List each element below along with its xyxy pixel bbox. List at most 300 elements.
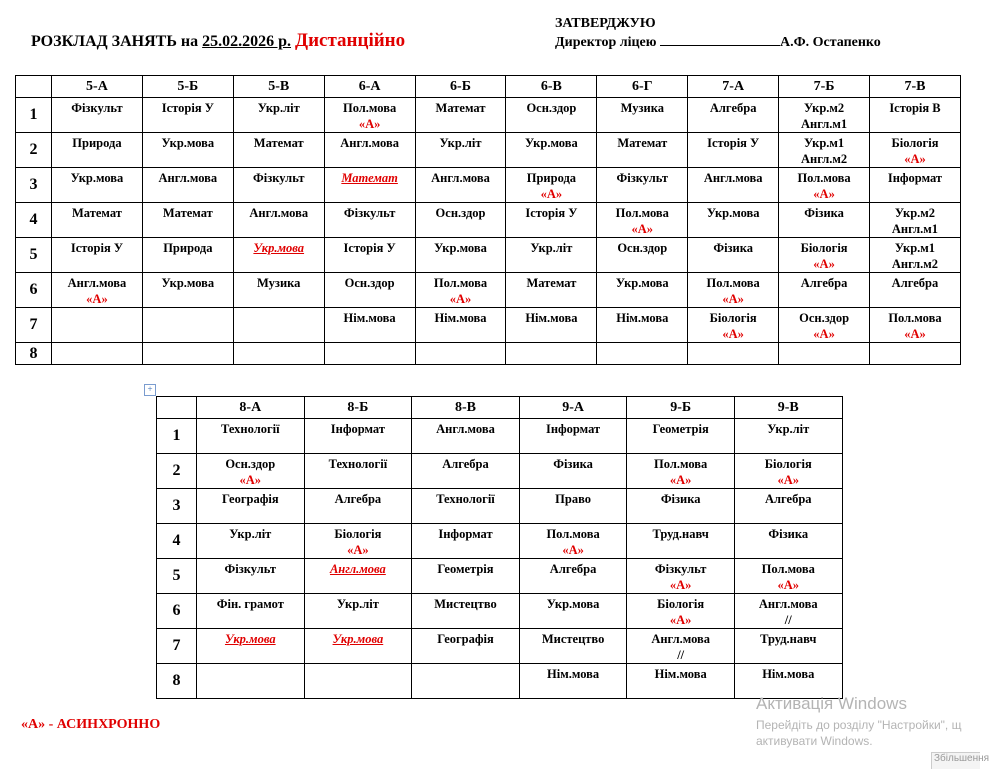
lesson-cell xyxy=(233,308,324,343)
lesson-cell xyxy=(197,454,305,489)
lesson-cell xyxy=(779,308,870,343)
lesson-cell xyxy=(304,664,412,699)
lesson-cell xyxy=(870,273,961,308)
windows-activation-watermark xyxy=(756,693,961,751)
lesson-cell xyxy=(627,594,735,629)
lesson-cell xyxy=(688,168,779,203)
lesson-cell xyxy=(734,454,842,489)
lesson-number: 4 xyxy=(157,524,197,559)
subject-name: Право xyxy=(555,492,591,506)
subject-name xyxy=(416,343,506,345)
lesson-cell xyxy=(142,168,233,203)
subject-name: Інформат xyxy=(438,527,493,541)
subject-name: Історія В xyxy=(889,101,941,115)
lesson-cell xyxy=(627,664,735,699)
lesson-cell xyxy=(324,273,415,308)
subject-name: Укр.мова xyxy=(546,597,600,611)
subject-name: Укр.м2 xyxy=(803,101,845,115)
subject-name: Англ.мова xyxy=(67,276,127,290)
subject-name: Фізкульт xyxy=(224,562,277,576)
subject-name: Природа xyxy=(72,136,122,150)
lesson-row xyxy=(16,98,961,133)
subject-name: Укр.мова xyxy=(434,241,487,255)
subject-name: Музика xyxy=(257,276,301,290)
subject-name: Історія У xyxy=(161,101,214,115)
subject-name: Укр.м1 xyxy=(803,136,845,150)
lesson-cell xyxy=(688,238,779,273)
subject-name: Англ.мова xyxy=(651,632,711,646)
lesson-cell xyxy=(304,629,412,664)
class-header: 6-Г xyxy=(597,76,688,98)
lesson-cell xyxy=(597,273,688,308)
lesson-cell xyxy=(197,419,305,454)
subject-name xyxy=(143,308,233,310)
lesson-cell xyxy=(142,308,233,343)
subject-name: Укр.мова xyxy=(253,241,305,255)
async-mark: «А» xyxy=(239,473,262,487)
corner-cell xyxy=(16,76,52,98)
async-mark: «А» xyxy=(631,222,654,236)
lesson-row xyxy=(157,594,843,629)
class-header: 7-Б xyxy=(779,76,870,98)
subject-name: Фізика xyxy=(768,527,809,541)
subject-name: Технології xyxy=(221,422,280,436)
lesson-cell xyxy=(779,168,870,203)
subject-name: Пол.мова xyxy=(761,562,815,576)
class-header: 5-В xyxy=(233,76,324,98)
subject-name: Географія xyxy=(222,492,279,506)
subject-name: Геометрія xyxy=(652,422,709,436)
subject-name: Біологія xyxy=(334,527,382,541)
lesson-cell xyxy=(142,133,233,168)
subject-name: Англ.мова xyxy=(158,171,218,185)
subject-name: Нім.мова xyxy=(547,667,600,681)
async-mark: «А» xyxy=(669,613,692,627)
class-header: 5-Б xyxy=(142,76,233,98)
subject-name: Природа xyxy=(526,171,577,185)
subject-name xyxy=(234,308,324,310)
subject-name: Англ.мова xyxy=(703,171,763,185)
async-mark: «А» xyxy=(777,578,800,592)
subject-name xyxy=(870,343,960,345)
subject-name: Фізкульт xyxy=(343,206,396,220)
class-header: 9-Б xyxy=(627,397,735,419)
lesson-row xyxy=(157,524,843,559)
subject-name: Фізика xyxy=(804,206,844,220)
subject-subline: // xyxy=(784,613,792,627)
lesson-cell xyxy=(233,343,324,365)
lesson-cell xyxy=(304,419,412,454)
subject-name: Укр.мова xyxy=(70,171,124,185)
legend-async: «А» - АСИНХРОННО xyxy=(21,717,161,732)
lesson-cell xyxy=(304,524,412,559)
lesson-cell xyxy=(870,133,961,168)
lesson-cell xyxy=(734,629,842,664)
lesson-cell xyxy=(627,629,735,664)
subject-name: Осн.здор xyxy=(344,276,395,290)
director-name: А.Ф. Остапенко xyxy=(779,35,881,50)
lesson-cell xyxy=(870,238,961,273)
lesson-row xyxy=(157,454,843,489)
lesson-cell xyxy=(597,133,688,168)
lesson-cell xyxy=(688,98,779,133)
lesson-cell xyxy=(233,238,324,273)
subject-subline: Англ.м2 xyxy=(800,152,848,166)
lesson-row xyxy=(157,664,843,699)
subject-name: Інформат xyxy=(330,422,385,436)
subject-name: Алгебра xyxy=(891,276,939,290)
lesson-cell xyxy=(734,419,842,454)
lesson-number: 4 xyxy=(16,203,52,238)
subject-name: Пол.мова xyxy=(546,527,600,541)
class-header-row xyxy=(157,397,843,419)
schedule-table-grades-8-9 xyxy=(156,396,843,699)
zoom-button[interactable]: Збільшення xyxy=(931,752,980,769)
subject-name: Інформат xyxy=(545,422,601,436)
subject-name: Нім.мова xyxy=(434,311,487,325)
subject-name: Фізкульт xyxy=(654,562,707,576)
subject-name: Алгебра xyxy=(800,276,848,290)
subject-name: Осн.здор xyxy=(617,241,668,255)
subject-name: Укр.мова xyxy=(161,136,215,150)
lesson-cell xyxy=(688,308,779,343)
subject-name: Історія У xyxy=(70,241,123,255)
lesson-cell xyxy=(415,308,506,343)
lesson-cell xyxy=(412,664,520,699)
lesson-cell xyxy=(519,629,627,664)
subject-name: Осн.здор xyxy=(526,101,577,115)
lesson-cell xyxy=(597,308,688,343)
lesson-number: 6 xyxy=(157,594,197,629)
lesson-cell xyxy=(627,559,735,594)
watermark-title: Активація Windows xyxy=(756,694,907,713)
async-mark: «А» xyxy=(669,578,692,592)
lesson-cell xyxy=(52,238,143,273)
subject-name: Математ xyxy=(71,206,122,220)
subject-name: Природа xyxy=(163,241,213,255)
lesson-cell xyxy=(519,664,627,699)
lesson-row xyxy=(16,308,961,343)
subject-name: Математ xyxy=(253,136,304,150)
lesson-cell xyxy=(779,133,870,168)
lesson-cell xyxy=(142,238,233,273)
subject-name: Історія У xyxy=(343,241,396,255)
subject-subline: Англ.м1 xyxy=(891,222,939,236)
subject-name: Нім.мова xyxy=(525,311,578,325)
lesson-row xyxy=(16,133,961,168)
lesson-cell xyxy=(197,594,305,629)
lesson-cell xyxy=(870,168,961,203)
move-anchor-icon[interactable]: + xyxy=(144,384,156,396)
subject-name xyxy=(197,664,304,666)
subject-name: Алгебра xyxy=(334,492,382,506)
lesson-cell xyxy=(412,559,520,594)
async-mark: «А» xyxy=(813,327,835,341)
lesson-cell xyxy=(412,594,520,629)
lesson-row xyxy=(16,238,961,273)
lesson-cell xyxy=(688,343,779,365)
lesson-cell xyxy=(324,168,415,203)
subject-name xyxy=(234,343,324,345)
lesson-cell xyxy=(688,273,779,308)
subject-name: Фізика xyxy=(660,492,701,506)
lesson-number: 5 xyxy=(16,238,52,273)
lesson-cell xyxy=(412,629,520,664)
schedule-title xyxy=(31,30,405,52)
lesson-cell xyxy=(627,419,735,454)
async-mark: «А» xyxy=(358,117,381,131)
lesson-cell xyxy=(779,343,870,365)
lesson-cell xyxy=(627,489,735,524)
lesson-number: 1 xyxy=(157,419,197,454)
lesson-cell xyxy=(870,343,961,365)
lesson-cell xyxy=(52,168,143,203)
lesson-cell xyxy=(197,489,305,524)
lesson-cell xyxy=(688,133,779,168)
subject-name: Математ xyxy=(435,101,486,115)
lesson-cell xyxy=(506,203,597,238)
director-label: Директор ліцею xyxy=(555,35,657,50)
lesson-cell xyxy=(412,524,520,559)
class-header: 5-А xyxy=(52,76,143,98)
lesson-cell xyxy=(324,238,415,273)
subject-name: Укр.мова xyxy=(161,276,215,290)
subject-name: Укр.м1 xyxy=(894,241,936,255)
async-mark: «А» xyxy=(722,292,744,306)
subject-name xyxy=(779,343,869,345)
lesson-number: 5 xyxy=(157,559,197,594)
lesson-cell xyxy=(519,559,627,594)
subject-name xyxy=(143,343,233,345)
lesson-cell xyxy=(597,343,688,365)
lesson-cell xyxy=(324,308,415,343)
class-header: 6-В xyxy=(506,76,597,98)
lesson-cell xyxy=(412,454,520,489)
lesson-cell xyxy=(597,203,688,238)
lesson-cell xyxy=(197,524,305,559)
subject-name: Осн.здор xyxy=(435,206,486,220)
subject-name: Труд.навч xyxy=(760,632,817,646)
lesson-cell xyxy=(415,238,506,273)
lesson-row xyxy=(16,273,961,308)
subject-name: Алгебра xyxy=(442,457,489,471)
subject-name xyxy=(597,343,687,345)
approve-label: ЗАТВЕРДЖУЮ xyxy=(555,16,656,31)
class-header: 6-А xyxy=(324,76,415,98)
subject-name: Укр.літ xyxy=(257,101,300,115)
lesson-cell xyxy=(597,168,688,203)
lesson-cell xyxy=(597,238,688,273)
lesson-row xyxy=(157,419,843,454)
lesson-cell xyxy=(304,489,412,524)
lesson-cell xyxy=(519,524,627,559)
lesson-row xyxy=(16,203,961,238)
lesson-cell xyxy=(52,308,143,343)
lesson-cell xyxy=(415,98,506,133)
lesson-cell xyxy=(519,489,627,524)
lesson-cell xyxy=(734,524,842,559)
subject-name: Біологія xyxy=(709,311,757,325)
subject-name: Біологія xyxy=(764,457,812,471)
lesson-cell xyxy=(142,273,233,308)
lesson-cell xyxy=(597,98,688,133)
subject-name: Укр.літ xyxy=(767,422,810,436)
lesson-cell xyxy=(324,203,415,238)
lesson-cell xyxy=(415,343,506,365)
class-header: 8-В xyxy=(412,397,520,419)
async-mark: «А» xyxy=(669,473,692,487)
watermark-line2: Перейдіть до розділу "Настройки", щ xyxy=(756,718,962,732)
lesson-cell xyxy=(506,238,597,273)
schedule-date: 25.02.2026 р. xyxy=(202,33,292,50)
subject-name: Алгебра xyxy=(549,562,597,576)
approval-block xyxy=(555,14,881,52)
subject-name: Англ.мова xyxy=(340,136,399,150)
subject-name: Осн.здор xyxy=(799,311,850,325)
lesson-cell xyxy=(506,308,597,343)
lesson-cell xyxy=(52,273,143,308)
class-header: 7-В xyxy=(870,76,961,98)
subject-name: Мистецтво xyxy=(434,597,497,611)
subject-name: Англ.мова xyxy=(329,562,386,576)
lesson-row xyxy=(157,489,843,524)
lesson-cell xyxy=(415,273,506,308)
lesson-number: 8 xyxy=(16,343,52,365)
subject-name: Укр.літ xyxy=(336,597,379,611)
lesson-cell xyxy=(870,98,961,133)
lesson-cell xyxy=(197,664,305,699)
lesson-cell xyxy=(734,489,842,524)
subject-name: Пол.мова xyxy=(342,101,397,115)
lesson-cell xyxy=(304,559,412,594)
lesson-cell xyxy=(870,308,961,343)
lesson-cell xyxy=(415,203,506,238)
subject-name: Англ.мова xyxy=(436,422,495,436)
subject-name: Фізкульт xyxy=(616,171,669,185)
signature-line xyxy=(660,33,780,46)
subject-name: Технології xyxy=(328,457,388,471)
async-mark: «А» xyxy=(540,187,563,201)
lesson-cell xyxy=(142,98,233,133)
lesson-cell xyxy=(52,203,143,238)
subject-name: Укр.мова xyxy=(224,632,276,646)
lesson-row xyxy=(16,343,961,365)
lesson-cell xyxy=(627,524,735,559)
subject-name: Фізкульт xyxy=(252,171,305,185)
lesson-number: 6 xyxy=(16,273,52,308)
subject-name: Історія У xyxy=(525,206,578,220)
subject-name: Фізика xyxy=(713,241,754,255)
lesson-number: 2 xyxy=(16,133,52,168)
subject-name: Нім.мова xyxy=(762,667,815,681)
subject-name: Біологія xyxy=(657,597,705,611)
async-mark: «А» xyxy=(562,543,584,557)
subject-name: Математ xyxy=(526,276,577,290)
lesson-cell xyxy=(779,203,870,238)
lesson-cell xyxy=(142,203,233,238)
subject-name xyxy=(52,308,142,310)
class-header: 8-Б xyxy=(304,397,412,419)
lesson-cell xyxy=(233,133,324,168)
subject-name: Укр.м2 xyxy=(894,206,936,220)
subject-name: Пол.мова xyxy=(654,457,708,471)
lesson-cell xyxy=(779,98,870,133)
lesson-cell xyxy=(233,168,324,203)
lesson-number: 7 xyxy=(157,629,197,664)
lesson-row xyxy=(157,629,843,664)
subject-name: Англ.мова xyxy=(249,206,309,220)
lesson-cell xyxy=(779,273,870,308)
subject-name xyxy=(412,664,519,666)
schedule-table-grades-5-7 xyxy=(15,75,961,365)
lesson-cell xyxy=(519,594,627,629)
subject-name: Пол.мова xyxy=(706,276,760,290)
async-mark: «А» xyxy=(813,257,835,271)
lesson-cell xyxy=(233,203,324,238)
subject-name: Нім.мова xyxy=(654,667,707,681)
subject-name: Укр.літ xyxy=(530,241,573,255)
subject-name xyxy=(688,343,778,345)
lesson-cell xyxy=(197,559,305,594)
subject-name: Геометрія xyxy=(437,562,494,576)
watermark-line3: активувати Windows. xyxy=(756,734,873,748)
lesson-cell xyxy=(324,343,415,365)
lesson-cell xyxy=(506,168,597,203)
subject-name: Англ.мова xyxy=(431,171,490,185)
lesson-cell xyxy=(304,454,412,489)
lesson-cell xyxy=(324,98,415,133)
class-header: 6-Б xyxy=(415,76,506,98)
async-mark: «А» xyxy=(904,152,926,166)
lesson-cell xyxy=(779,238,870,273)
subject-name: Англ.мова xyxy=(758,597,818,611)
lesson-number: 8 xyxy=(157,664,197,699)
subject-name: Укр.мова xyxy=(332,632,384,646)
lesson-number: 3 xyxy=(16,168,52,203)
title-prefix: РОЗКЛАД ЗАНЯТЬ на xyxy=(31,33,203,50)
async-mark: «А» xyxy=(449,292,472,306)
subject-name: Укр.літ xyxy=(229,527,272,541)
lesson-cell xyxy=(415,168,506,203)
subject-name: Укр.мова xyxy=(706,206,760,220)
subject-name: Технології xyxy=(436,492,495,506)
lesson-number: 7 xyxy=(16,308,52,343)
lesson-cell xyxy=(519,419,627,454)
subject-name: Фізика xyxy=(553,457,593,471)
subject-name: Пол.мова xyxy=(888,311,942,325)
schedule-mode: Дистанційно xyxy=(295,30,406,51)
lesson-cell xyxy=(506,133,597,168)
async-mark: «А» xyxy=(347,543,369,557)
async-mark: «А» xyxy=(722,327,744,341)
subject-name: Пол.мова xyxy=(797,171,851,185)
subject-name xyxy=(305,664,412,666)
subject-name: Нім.мова xyxy=(616,311,669,325)
lesson-row xyxy=(16,168,961,203)
subject-name: Укр.літ xyxy=(439,136,482,150)
class-header: 7-А xyxy=(688,76,779,98)
subject-name: Труд.навч xyxy=(652,527,709,541)
lesson-cell xyxy=(627,454,735,489)
subject-name: Математ xyxy=(617,136,668,150)
subject-name: Укр.мова xyxy=(525,136,578,150)
lesson-cell xyxy=(52,98,143,133)
subject-name: Осн.здор xyxy=(225,457,276,471)
lesson-cell xyxy=(506,273,597,308)
lesson-cell xyxy=(233,98,324,133)
async-mark: «А» xyxy=(904,327,926,341)
class-header: 9-А xyxy=(519,397,627,419)
